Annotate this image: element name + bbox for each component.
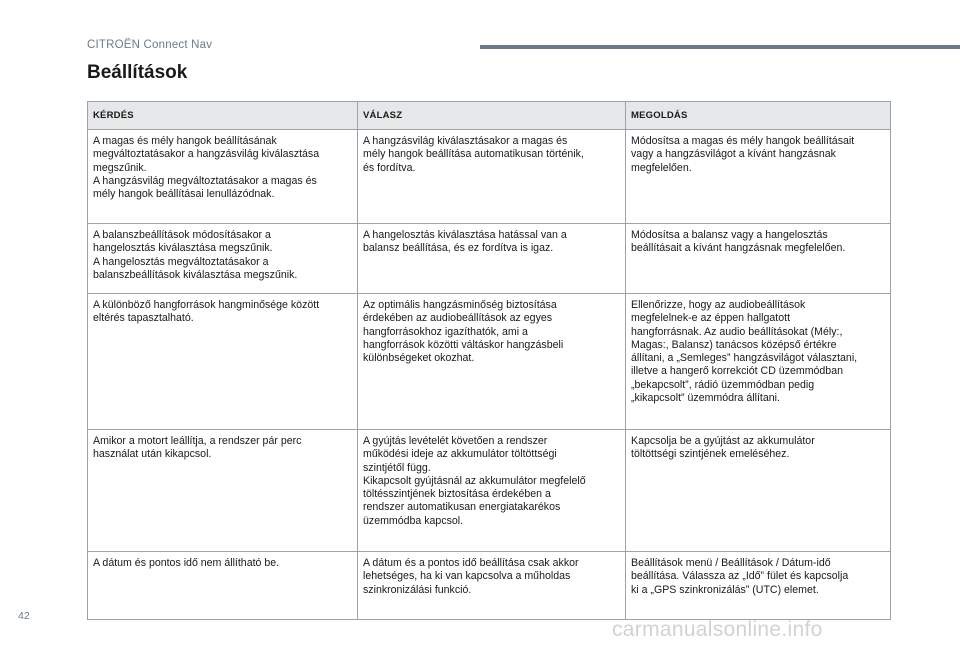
table-header-row <box>88 102 891 130</box>
question-cell: A balanszbeállítások módosításakor a hangelosztás kiválasztása megszűnik. A hangelosztás megváltoztatásakor a balanszbeállítások kiválasztása megszűnik. <box>88 224 358 294</box>
table-row <box>88 294 891 430</box>
question-cell: A magas és mély hangok beállításának megváltoztatásakor a hangzásvilág kiválasztása megszűnik. A hangzásvilág megváltoztatásakor a magas és mély hangok beállításai lenullázódnak. <box>88 130 358 224</box>
solution-cell: Ellenőrizze, hogy az audiobeállítások megfelelnek-e az éppen hallgatott hangforrásnak. Az audio beállításokat (Mély:, Magas:, Balansz) tanácsos középső értékre állítani, a „Semleges” hangzásvilágot választani, illetve a hangerő korrekciót CD üzemmódban „bekapcsolt”, rádió üzemmódban pedig „kikapcsolt” üzemmódra állítani. <box>626 294 891 430</box>
solution-cell: Módosítsa a magas és mély hangok beállításait vagy a hangzásvilágot a kívánt hangzásnak megfelelően. <box>626 130 891 224</box>
solution-cell: Kapcsolja be a gyújtást az akkumulátor töltöttségi szintjének emeléséhez. <box>626 430 891 552</box>
column-header-question: KÉRDÉS <box>88 102 358 130</box>
column-header-answer: VÁLASZ <box>358 102 626 130</box>
table-row <box>88 224 891 294</box>
answer-cell: A gyújtás levételét követően a rendszer működési ideje az akkumulátor töltöttségi szintjétől függ. Kikapcsolt gyújtásnál az akkumulátor megfelelő töltésszintjének biztosítása érdekében a rendszer automatikusan energiatakarékos üzemmódba kapcsol. <box>358 430 626 552</box>
table-row <box>88 552 891 620</box>
answer-cell: A dátum és a pontos idő beállítása csak akkor lehetséges, ha ki van kapcsolva a műholdas szinkronizálási funkció. <box>358 552 626 620</box>
question-cell: A különböző hangforrások hangminősége között eltérés tapasztalható. <box>88 294 358 430</box>
answer-cell: A hangelosztás kiválasztása hatással van a balansz beállítása, és ez fordítva is igaz. <box>358 224 626 294</box>
column-header-solution: MEGOLDÁS <box>626 102 891 130</box>
table-row <box>88 130 891 224</box>
question-cell: A dátum és pontos idő nem állítható be. <box>88 552 358 620</box>
brand-header: CITROËN Connect Nav <box>87 39 213 51</box>
question-cell: Amikor a motort leállítja, a rendszer pár perc használat után kikapcsol. <box>88 430 358 552</box>
faq-table <box>87 101 891 620</box>
header-divider-bar <box>480 45 960 49</box>
solution-cell: Módosítsa a balansz vagy a hangelosztás beállításait a kívánt hangzásnak megfelelően. <box>626 224 891 294</box>
answer-cell: Az optimális hangzásminőség biztosítása érdekében az audiobeállítások az egyes hangforrásokhoz igazíthatók, ami a hangforrások közötti váltáskor hangzásbeli különbségeket okozhat. <box>358 294 626 430</box>
solution-cell: Beállítások menü / Beállítások / Dátum-idő beállítása. Válassza az „Idő” fület és kapcsolja ki a „GPS szinkronizálás” (UTC) elemet. <box>626 552 891 620</box>
answer-cell: A hangzásvilág kiválasztásakor a magas és mély hangok beállítása automatikusan történik, és fordítva. <box>358 130 626 224</box>
page-title: Beállítások <box>87 62 188 83</box>
table-row <box>88 430 891 552</box>
page-number: 42 <box>18 610 30 622</box>
watermark: carmanualsonline.info <box>612 618 823 641</box>
